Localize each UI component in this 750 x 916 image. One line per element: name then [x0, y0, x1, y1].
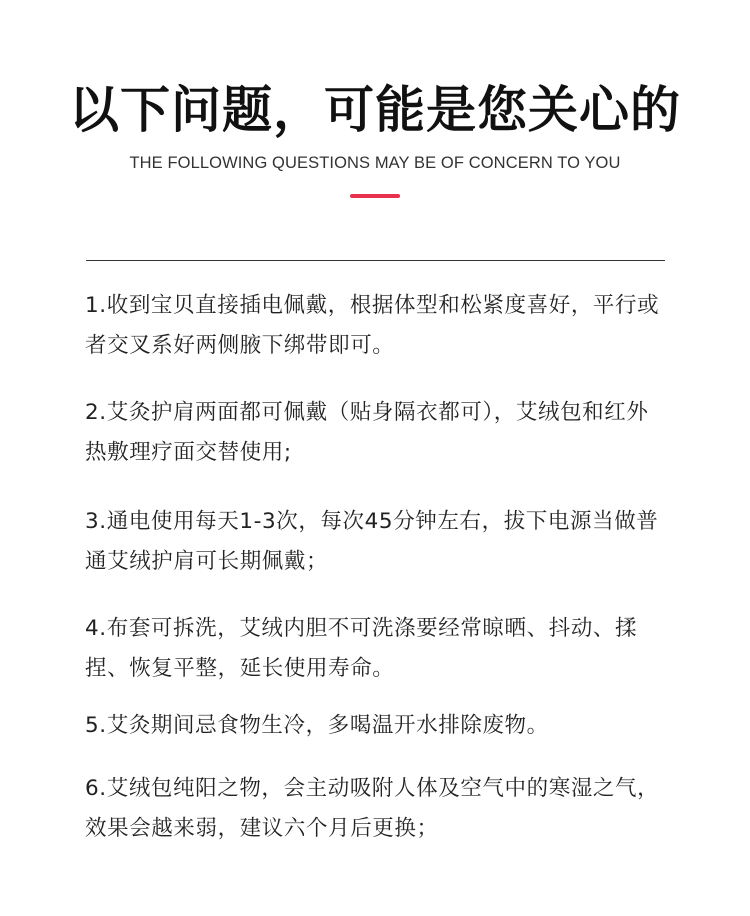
divider	[86, 260, 665, 261]
faq-item-2: 2.艾灸护肩两面都可佩戴（贴身隔衣都可），艾绒包和红外热敷理疗面交替使用;	[85, 400, 649, 465]
page-title: 以下问题，可能是您关心的	[69, 81, 681, 139]
faq-item-6: 6.艾绒包纯阳之物，会主动吸附人体及空气中的寒湿之气，效果会越来弱，建议六个月后更换；	[85, 776, 660, 841]
faq-item-3: 3.通电使用每天1-3次，每次45分钟左右，拔下电源当做普通艾绒护肩可长期佩戴；	[85, 509, 659, 574]
faq-item-5: 5.艾灸期间忌食物生冷，多喝温开水排除废物。	[85, 713, 549, 738]
faq-item-4: 4.布套可拆洗，艾绒内胆不可洗涤要经常晾晒、抖动、揉捏、恢复平整，延长使用寿命。	[85, 616, 638, 681]
faq-item-1: 1.收到宝贝直接插电佩戴，根据体型和松紧度喜好，平行或者交叉系好两侧腋下绑带即可。	[85, 293, 660, 358]
accent-bar	[350, 194, 400, 198]
page-subtitle: THE FOLLOWING QUESTIONS MAY BE OF CONCERN TO YOU	[129, 154, 621, 172]
